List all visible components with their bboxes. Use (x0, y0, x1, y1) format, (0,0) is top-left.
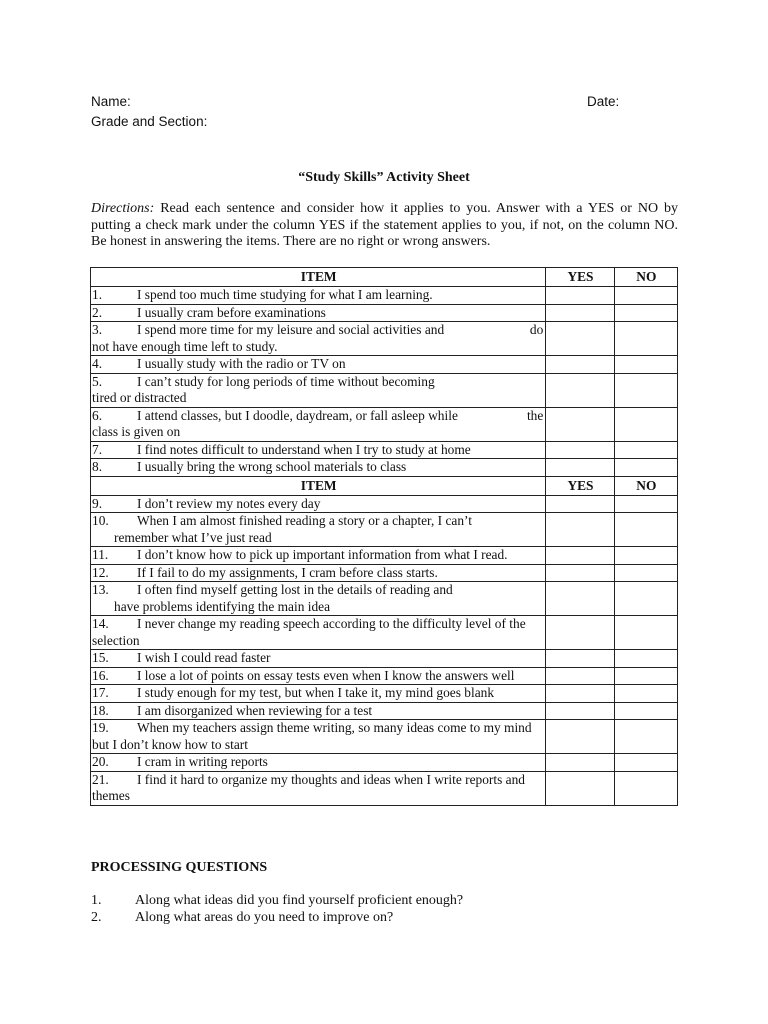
table-row (91, 287, 678, 305)
item-text: I attend classes, but I doodle, daydream, or fall asleep while (137, 407, 458, 423)
item-number: 20. (92, 754, 109, 769)
no-checkbox-cell[interactable] (614, 685, 677, 703)
table-header-row (91, 476, 678, 495)
survey-table-body (91, 268, 678, 806)
yes-checkbox-cell[interactable] (546, 702, 614, 720)
item-cell (91, 547, 546, 565)
item-text: When I am almost finished reading a story or a chapter, I can’t (137, 513, 472, 528)
item-text: I wish I could read faster (137, 650, 271, 665)
item-text: I find notes difficult to understand when I try to study at home (137, 441, 471, 457)
table-row (91, 407, 678, 441)
question-text: Along what ideas did you find yourself proficient enough? (135, 893, 464, 908)
no-checkbox-cell[interactable] (614, 322, 677, 356)
item-text: I study enough for my test, but when I take it, my mind goes blank (137, 685, 495, 700)
directions-label: Directions: (91, 201, 155, 216)
item-text: I never change my reading speech according to the difficulty level of the (137, 616, 526, 631)
item-cell (91, 356, 546, 374)
no-checkbox-cell[interactable] (614, 304, 677, 322)
item-text-continued: tired or distracted (92, 390, 187, 405)
column-header-yes: YES (546, 476, 614, 495)
item-text: I can’t study for long periods of time without becoming (137, 373, 435, 389)
item-number: 2. (92, 304, 103, 320)
yes-checkbox-cell[interactable] (546, 513, 614, 547)
yes-checkbox-cell[interactable] (546, 287, 614, 305)
yes-checkbox-cell[interactable] (546, 356, 614, 374)
table-row (91, 650, 678, 668)
table-row (91, 513, 678, 547)
yes-checkbox-cell[interactable] (546, 720, 614, 754)
item-cell (91, 513, 546, 547)
no-checkbox-cell[interactable] (614, 667, 677, 685)
item-cell (91, 564, 546, 582)
table-row (91, 356, 678, 374)
item-text: I spend more time for my leisure and social activities and (137, 322, 445, 337)
table-row (91, 373, 678, 407)
question-number: 1. (91, 893, 102, 908)
item-number: 11. (92, 547, 109, 562)
item-text: I lose a lot of points on essay tests even when I know the answers well (137, 667, 515, 683)
item-cell (91, 495, 546, 513)
item-cell (91, 407, 546, 441)
processing-question (91, 893, 463, 909)
table-row (91, 495, 678, 513)
no-checkbox-cell[interactable] (614, 459, 677, 477)
item-text-continued: remember what I’ve just read (114, 529, 272, 545)
item-text: I usually study with the radio or TV on (137, 356, 346, 371)
yes-checkbox-cell[interactable] (546, 407, 614, 441)
table-row (91, 702, 678, 720)
item-text: When my teachers assign theme writing, so many ideas come to my mind (137, 720, 532, 735)
item-number: 13. (92, 582, 109, 597)
yes-checkbox-cell[interactable] (546, 667, 614, 685)
item-text: I usually cram before examinations (137, 304, 326, 320)
item-cell (91, 322, 546, 356)
item-cell (91, 702, 546, 720)
item-number: 19. (92, 720, 109, 735)
item-text: I am disorganized when reviewing for a test (137, 702, 373, 718)
item-cell (91, 720, 546, 754)
item-number: 15. (92, 650, 109, 665)
yes-checkbox-cell[interactable] (546, 459, 614, 477)
no-checkbox-cell[interactable] (614, 564, 677, 582)
yes-checkbox-cell[interactable] (546, 771, 614, 805)
no-checkbox-cell[interactable] (614, 754, 677, 772)
column-header-no: NO (614, 268, 677, 287)
item-text: I cram in writing reports (137, 754, 268, 769)
item-number: 3. (92, 322, 103, 337)
table-row (91, 564, 678, 582)
directions-paragraph (91, 201, 678, 251)
item-cell (91, 771, 546, 805)
item-cell (91, 373, 546, 407)
item-number: 1. (92, 287, 103, 302)
item-text-continued: themes (92, 788, 130, 803)
table-row (91, 685, 678, 703)
no-checkbox-cell[interactable] (614, 373, 677, 407)
item-cell (91, 650, 546, 668)
column-header-yes: YES (546, 268, 614, 287)
no-checkbox-cell[interactable] (614, 650, 677, 668)
no-checkbox-cell[interactable] (614, 356, 677, 374)
question-text: Along what areas do you need to improve on? (135, 910, 394, 925)
item-number: 9. (92, 495, 103, 511)
table-row (91, 459, 678, 477)
table-row (91, 754, 678, 772)
grade-section-label: Grade and Section: (91, 114, 208, 129)
item-number: 14. (92, 616, 109, 631)
item-cell (91, 616, 546, 650)
item-text: I spend too much time studying for what I am learning. (137, 287, 433, 302)
yes-checkbox-cell[interactable] (546, 685, 614, 703)
table-header-row (91, 268, 678, 287)
no-checkbox-cell[interactable] (614, 582, 677, 616)
item-text-continued: not have enough time left to study. (92, 338, 278, 354)
item-text-end-word: the (526, 407, 544, 423)
no-checkbox-cell[interactable] (614, 441, 677, 459)
item-text: I often find myself getting lost in the details of reading and (137, 582, 453, 597)
no-checkbox-cell[interactable] (614, 771, 677, 805)
item-number: 8. (92, 459, 103, 474)
column-header-item: ITEM (91, 268, 546, 287)
yes-checkbox-cell[interactable] (546, 650, 614, 668)
yes-checkbox-cell[interactable] (546, 373, 614, 407)
item-cell (91, 667, 546, 685)
table-row (91, 547, 678, 565)
item-text-continued: class is given on (92, 424, 181, 439)
item-number: 4. (92, 356, 103, 371)
no-checkbox-cell[interactable] (614, 407, 677, 441)
date-label: Date: (587, 94, 620, 109)
table-row (91, 582, 678, 616)
item-text-end-word: do (529, 322, 544, 337)
question-number: 2. (91, 910, 102, 925)
no-checkbox-cell[interactable] (614, 495, 677, 513)
yes-checkbox-cell[interactable] (546, 564, 614, 582)
table-row (91, 441, 678, 459)
yes-checkbox-cell[interactable] (546, 304, 614, 322)
item-text-continued: selection (92, 632, 140, 648)
column-header-item: ITEM (91, 476, 546, 495)
yes-checkbox-cell[interactable] (546, 754, 614, 772)
survey-table (90, 267, 678, 806)
yes-checkbox-cell[interactable] (546, 582, 614, 616)
no-checkbox-cell[interactable] (614, 287, 677, 305)
table-row (91, 322, 678, 356)
item-cell (91, 754, 546, 772)
page-title: “Study Skills” Activity Sheet (298, 170, 470, 185)
item-text: I don’t know how to pick up important information from what I read. (137, 547, 508, 562)
no-checkbox-cell[interactable] (614, 720, 677, 754)
item-text: I find it hard to organize my thoughts and ideas when I write reports and (137, 771, 525, 787)
no-checkbox-cell[interactable] (614, 702, 677, 720)
item-number: 12. (92, 564, 109, 580)
name-label: Name: (91, 94, 131, 109)
item-number: 21. (92, 771, 109, 787)
yes-checkbox-cell[interactable] (546, 616, 614, 650)
directions-text: Read each sentence and consider how it applies to you. Answer with a YES or NO by putting a check mark under the column YES if the statement applies to you, if not, on the column NO. Be honest in answering the items. There are no right or wrong answers. (91, 201, 678, 249)
processing-question (91, 910, 393, 926)
item-cell (91, 287, 546, 305)
table-row (91, 304, 678, 322)
item-cell (91, 459, 546, 477)
item-text: I usually bring the wrong school materials to class (137, 459, 407, 474)
table-row (91, 616, 678, 650)
item-number: 5. (92, 373, 103, 389)
item-number: 10. (92, 513, 109, 528)
yes-checkbox-cell[interactable] (546, 322, 614, 356)
item-number: 17. (92, 685, 109, 700)
item-number: 16. (92, 667, 109, 683)
table-row (91, 720, 678, 754)
no-checkbox-cell[interactable] (614, 547, 677, 565)
yes-checkbox-cell[interactable] (546, 441, 614, 459)
yes-checkbox-cell[interactable] (546, 495, 614, 513)
no-checkbox-cell[interactable] (614, 616, 677, 650)
item-text-continued: but I don’t know how to start (92, 736, 248, 752)
item-cell (91, 304, 546, 322)
item-text: If I fail to do my assignments, I cram before class starts. (137, 564, 438, 580)
yes-checkbox-cell[interactable] (546, 547, 614, 565)
processing-heading: PROCESSING QUESTIONS (91, 860, 268, 875)
table-row (91, 771, 678, 805)
item-cell (91, 441, 546, 459)
item-number: 18. (92, 702, 109, 718)
item-cell (91, 582, 546, 616)
item-text-continued: have problems identifying the main idea (114, 598, 331, 614)
no-checkbox-cell[interactable] (614, 513, 677, 547)
item-text: I don’t review my notes every day (137, 495, 321, 511)
item-number: 7. (92, 441, 103, 457)
column-header-no: NO (614, 476, 677, 495)
item-cell (91, 685, 546, 703)
table-row (91, 667, 678, 685)
item-number: 6. (92, 407, 103, 423)
